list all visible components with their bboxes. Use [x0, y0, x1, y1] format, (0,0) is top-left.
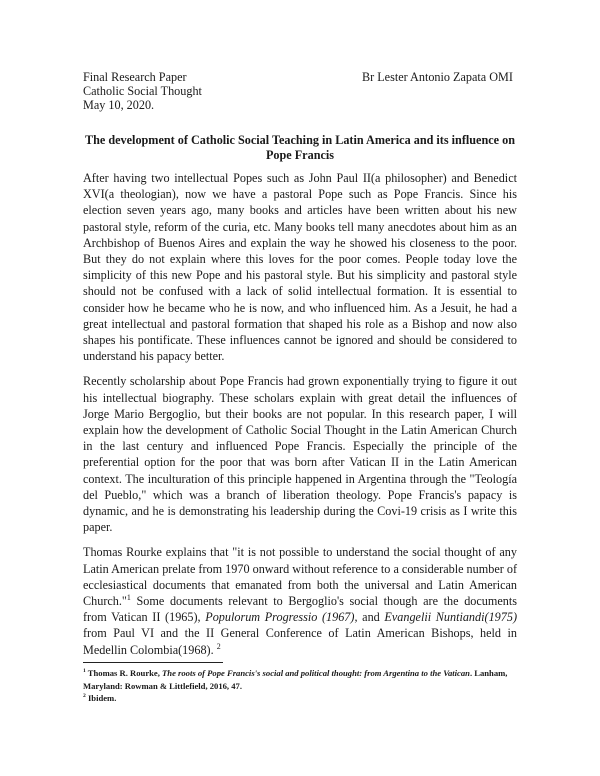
body-text — [83, 170, 517, 667]
author-name: Br Lester Antonio Zapata OMI — [362, 70, 513, 84]
footnotes — [83, 667, 517, 705]
paper-title: The development of Catholic Social Teaching in Latin America and its influence on Pope Francis — [85, 133, 515, 162]
footnote-1-publication: . Lanham, Maryland: Rowman & Littlefield, 2016, 47. — [83, 668, 508, 691]
paragraph-1: After having two intellectual Popes such as John Paul II(a philosopher) and Benedict XVI(a theologian), now we have a pastoral Pope such as Pope Francis. Since his election seven years ago, many books and articles have been written about his new pastoral style, reform of the curia, etc. Many books tell many anecdotes about him as an Archbishop of Buenos Aires and explain the way he showed his closeness to the poor. But they do not explain where this loves for the poor comes. People today love the simplicity of this new Pope and his pastoral style. But his simplicity and pastoral style should not be confused with a lack of solid intellectual formation. It is essential to consider how he became who he is now, and who influenced him. As a Jesuit, he had a great intellectual and pastoral formation that shaped his role as a Bishop and now also shapes his pontificate. These influences cannot be ignored and should be considered to understand his papacy better. — [83, 171, 517, 364]
paragraph-3-text-d: from Paul VI and the II General Conference of Latin American Bishops, held in Medellin Colombia(1968). — [83, 626, 517, 657]
evangelii-nuntiandi-title: Evangelii Nuntiandi(1975) — [384, 610, 517, 625]
footnote-2-text: Ibidem. — [85, 693, 117, 703]
footnote-ref-2[interactable]: 2 — [216, 641, 221, 651]
paragraph-3-quote: Thomas Rourke explains that "it is not possible to understand the social thought of any Latin American prelate from 1970 onward without reference to a considerable number of ecclesiastical documents that emanated from both the universal and Latin American Church." — [83, 545, 517, 609]
course-name: Catholic Social Thought — [83, 84, 202, 98]
paper-date: May 10, 2020. — [83, 98, 155, 112]
footnote-1-author: Thomas R. Rourke, — [85, 668, 163, 678]
populorum-progressio-title: Populorum Progressio (1967), — [205, 610, 358, 625]
footnote-1-book-title: The roots of Pope Francis's social and political thought: from Argentina to the Vatican — [162, 668, 470, 678]
footnote-divider — [83, 662, 223, 663]
paragraph-3-text-c: and — [357, 610, 385, 625]
footnote-1 — [83, 667, 517, 692]
footnote-2 — [83, 692, 517, 705]
footnote-2-number: 2 — [83, 693, 86, 700]
footnote-1-number: 1 — [83, 668, 86, 675]
course-type: Final Research Paper — [83, 70, 187, 84]
footnote-ref-1[interactable]: 1 — [126, 593, 131, 603]
paragraph-3 — [83, 544, 517, 657]
paragraph-2: Recently scholarship about Pope Francis had grown exponentially trying to figure it out his intellectual biography. These scholars explain with great detail the influences of Jorge Mario Bergoglio, but their books are not popular. In this research paper, I will explain how the development of Catholic Social Thought in the Latin American Church in the last century and influenced Pope Francis. Especially the principle of the preferential option for the poor that was born after Vatican II in the Latin American context. The inculturation of this principle happened in Argentina through the "Teología del Pueblo," which was a branch of liberation theology. Pope Francis's papacy is dynamic, and he is demonstrating his leadership during the Covi-19 crisis as I write this paper. — [83, 374, 517, 535]
header-left-block — [83, 70, 202, 112]
paragraph-3-text-b: Some documents relevant to Bergoglio's social though are the documents from Vatican II (1965), — [83, 594, 517, 625]
